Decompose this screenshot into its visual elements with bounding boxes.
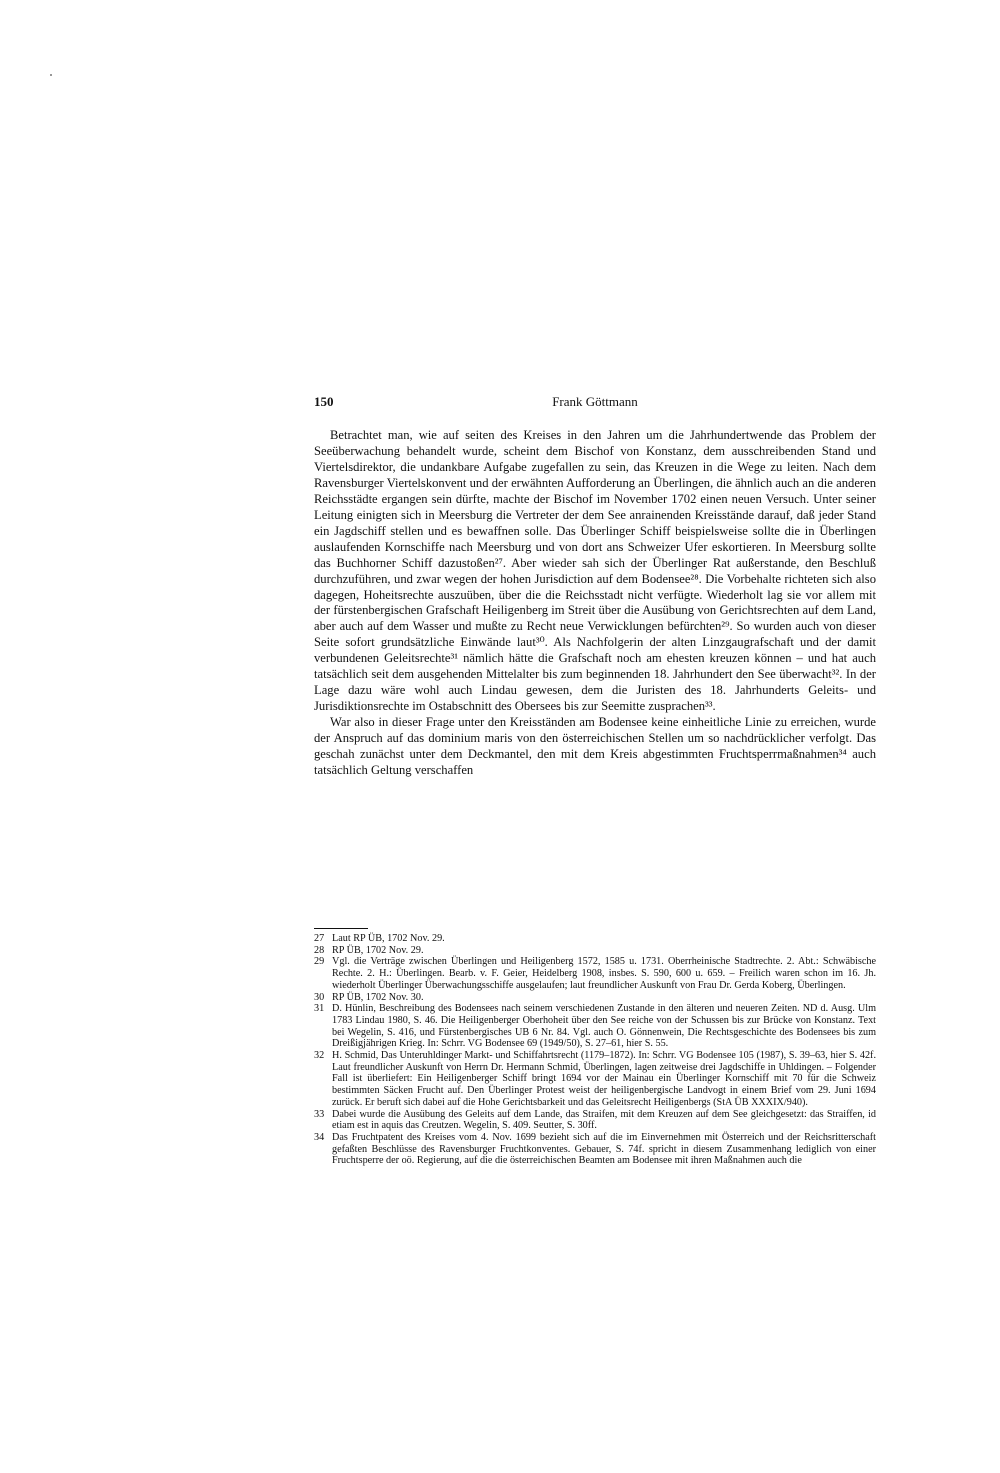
footnote [314,956,876,991]
footnote-number: 30 [314,991,325,1003]
footnote-text: H. Schmid, Das Unteruhldinger Markt- und Schiffahrtsrecht (1179–1872). In: Schrr. VG Bodensee 105 (1987), S. 39–63, hier S. 42f. Laut freundlicher Auskunft von Herrn Dr. Hermann Schmid, Überlingen, lagen zeitweise drei Jagdschiffe in Uhldingen. – Folgender Fall ist überliefert: Ein Heiligenberger Schiff bringt 1694 vor der Mainau ein Überlinger Kornschiff mit 70 für die Schweiz bestimmten Säcken Frucht auf. Den Überlinger Protest weist der heiligenbergische Landvogt in einem Brief vom 29. Juni 1694 zurück. Er beruft sich dabei auf die Hohe Gerichtsbarkeit und das Geleitsrecht Heiligenbergs (StA ÜB XXXIX/940). [332,1050,876,1108]
footnote [314,933,876,945]
running-header [314,392,876,412]
scan-speck [50,74,52,76]
footnote-text: RP ÜB, 1702 Nov. 29. [332,944,424,956]
footnote-text: Vgl. die Verträge zwischen Überlingen und Heiligenberg 1572, 1585 u. 1731. Oberrheinische Stadtrechte. 2. Abt.: Schwäbische Rechte. 2. H.: Überlingen. Bearb. v. F. Geier, Heidelberg 1908, insbes. S. 590, 600 u. 659. – Freilich waren schon im 16. Jh. wiederholt Überlinger Überwachungsschiffe ausgelaufen; laut freundlicher Auskunft von Frau Dr. Gerda Koberg, Überlingen. [332,956,876,991]
footnote [314,992,876,1004]
footnote-number: 31 [314,1003,325,1015]
footnote-rule [314,928,368,929]
footnote [314,1003,876,1050]
footnote-number: 34 [314,1131,325,1143]
footnote-number: 32 [314,1050,325,1062]
footnotes [314,928,876,1167]
footnote [314,1109,876,1132]
footnote-text: D. Hünlin, Beschreibung des Bodensees nach seinem verschiedenen Zustande in den älteren und neueren Zeiten. ND d. Ausg. Ulm 1783 Lindau 1980, S. 46. Die Heiligenberger Oberhoheit über den See reiche von der Schussen bis zur Brücke von Konstanz. Text bei Wegelin, S. 416, und Fürstenbergisches UB 6 Nr. 84. Vgl. auch O. Gönnenwein, Die Rechtsgeschichte des Bodensees bis zum Dreißigjährigen Krieg. In: Schrr. VG Bodensee 69 (1949/50), S. 27–61, hier S. 55. [332,1003,876,1050]
footnote-text: RP ÜB, 1702 Nov. 30. [332,991,424,1003]
footnote-number: 33 [314,1108,325,1120]
footnote-text: Laut RP ÜB, 1702 Nov. 29. [332,933,445,944]
footnote-text: Dabei wurde die Ausübung des Geleits auf dem Lande, das Straifen, mit dem Kreuzen auf dem See gleichgesetzt: das Straiffen, id etiam est in aquis das Creutzen. Wegelin, S. 409. Seutter, S. 30ff. [332,1108,876,1132]
footnote-number: 27 [314,933,325,944]
page-number: 150 [314,394,334,409]
running-head-author: Frank Göttmann [552,394,638,409]
footnote [314,1132,876,1167]
footnote [314,945,876,957]
footnote-number: 29 [314,956,325,968]
footnote-number: 28 [314,944,325,956]
footnote-text: Das Fruchtpatent des Kreises vom 4. Nov. 1699 bezieht sich auf die im Einvernehmen mit Österreich und der Reichsritterschaft gefaßten Beschlüsse des Ravensburger Fruchtkonventes. Gebauer, S. 74f. spricht in diesem Zusammenhang lediglich von einer Fruchtsperre der oö. Regierung, auf die die österreichischen Beamten am Bodensee mit ihren Maßnahmen auch die [332,1131,876,1167]
paragraph: Betrachtet man, wie auf seiten des Kreises in den Jahren um die Jahrhundertwende das Problem der Seeüberwachung behandelt wurde, scheint dem Bischof von Konstanz, dem ausschreibenden Stand und Viertelsdirektor, die undankbare Aufgabe zugefallen zu sein, das Kreuzen in die Wege zu leiten. Nach dem Ravensburger Viertelskonvent und der erwähnten Aufforderung an Überlingen, die ähnlich auch an die anderen Reichsstädte ergangen sein dürfte, machte der Bischof im November 1702 einen neuen Versuch. Unter seiner Leitung einigten sich in Meersburg die Vertreter der dem See anrainenden Kreisstände darauf, daß jeder Stand ein Jagdschiff stellen und es bewaffnen solle. Das Überlinger Schiff beispielsweise sollte die in Überlingen auslaufenden Kornschiffe nach Meersburg und von dort ans Schweizer Ufer eskortieren. In Meersburg sollte das Buchhorner Schiff dazustoßen²⁷. Aber wieder sah sich der Überlinger Rat außerstande, den Beschluß durchzuführen, und zwar wegen der hohen Jurisdiction auf dem Bodensee²⁸. Die Vorbehalte richteten sich also dagegen, Hoheitsrechte auszuüben, über die die Reichsstadt nicht verfügte. Wiederholt lag sie vor allem mit der fürstenbergischen Grafschaft Heiligenberg im Streit über die Ausübung von Gerichtsrechten auf dem Land, aber auch auf dem Wasser und mußte zu Recht neue Verwicklungen befürchten²⁹. So wurden auch von dieser Seite sofort grundsätzliche Einwände laut³⁰. Als Nachfolgerin der alten Linzgaugrafschaft und der damit verbundenen Geleitsrechte³¹ nämlich hätte die Grafschaft noch am ehesten kreuzen können – und hat auch tatsächlich seit dem ausgehenden Mittelalter bis zum beginnenden 18. Jahrhundert den See überwacht³². In der Lage dazu wäre wohl auch Lindau gewesen, dem die Juristen des 18. Jahrhunderts Geleits- und Jurisdiktionsrechte im Ostabschnitt des Obersees bis zur Seemitte zusprachen³³. [314,428,876,714]
footnote [314,1050,876,1109]
main-text [314,428,876,779]
paragraph: War also in dieser Frage unter den Kreisständen am Bodensee keine einheitliche Linie zu erreichen, wurde der Anspruch auf das dominium maris von den österreichischen Stellen um so nachdrücklicher verfolgt. Das geschah zunächst unter dem Deckmantel, den mit dem Kreis abgestimmten Fruchtsperrmaßnahmen³⁴ auch tatsächlich Geltung verschaffen [314,715,876,778]
